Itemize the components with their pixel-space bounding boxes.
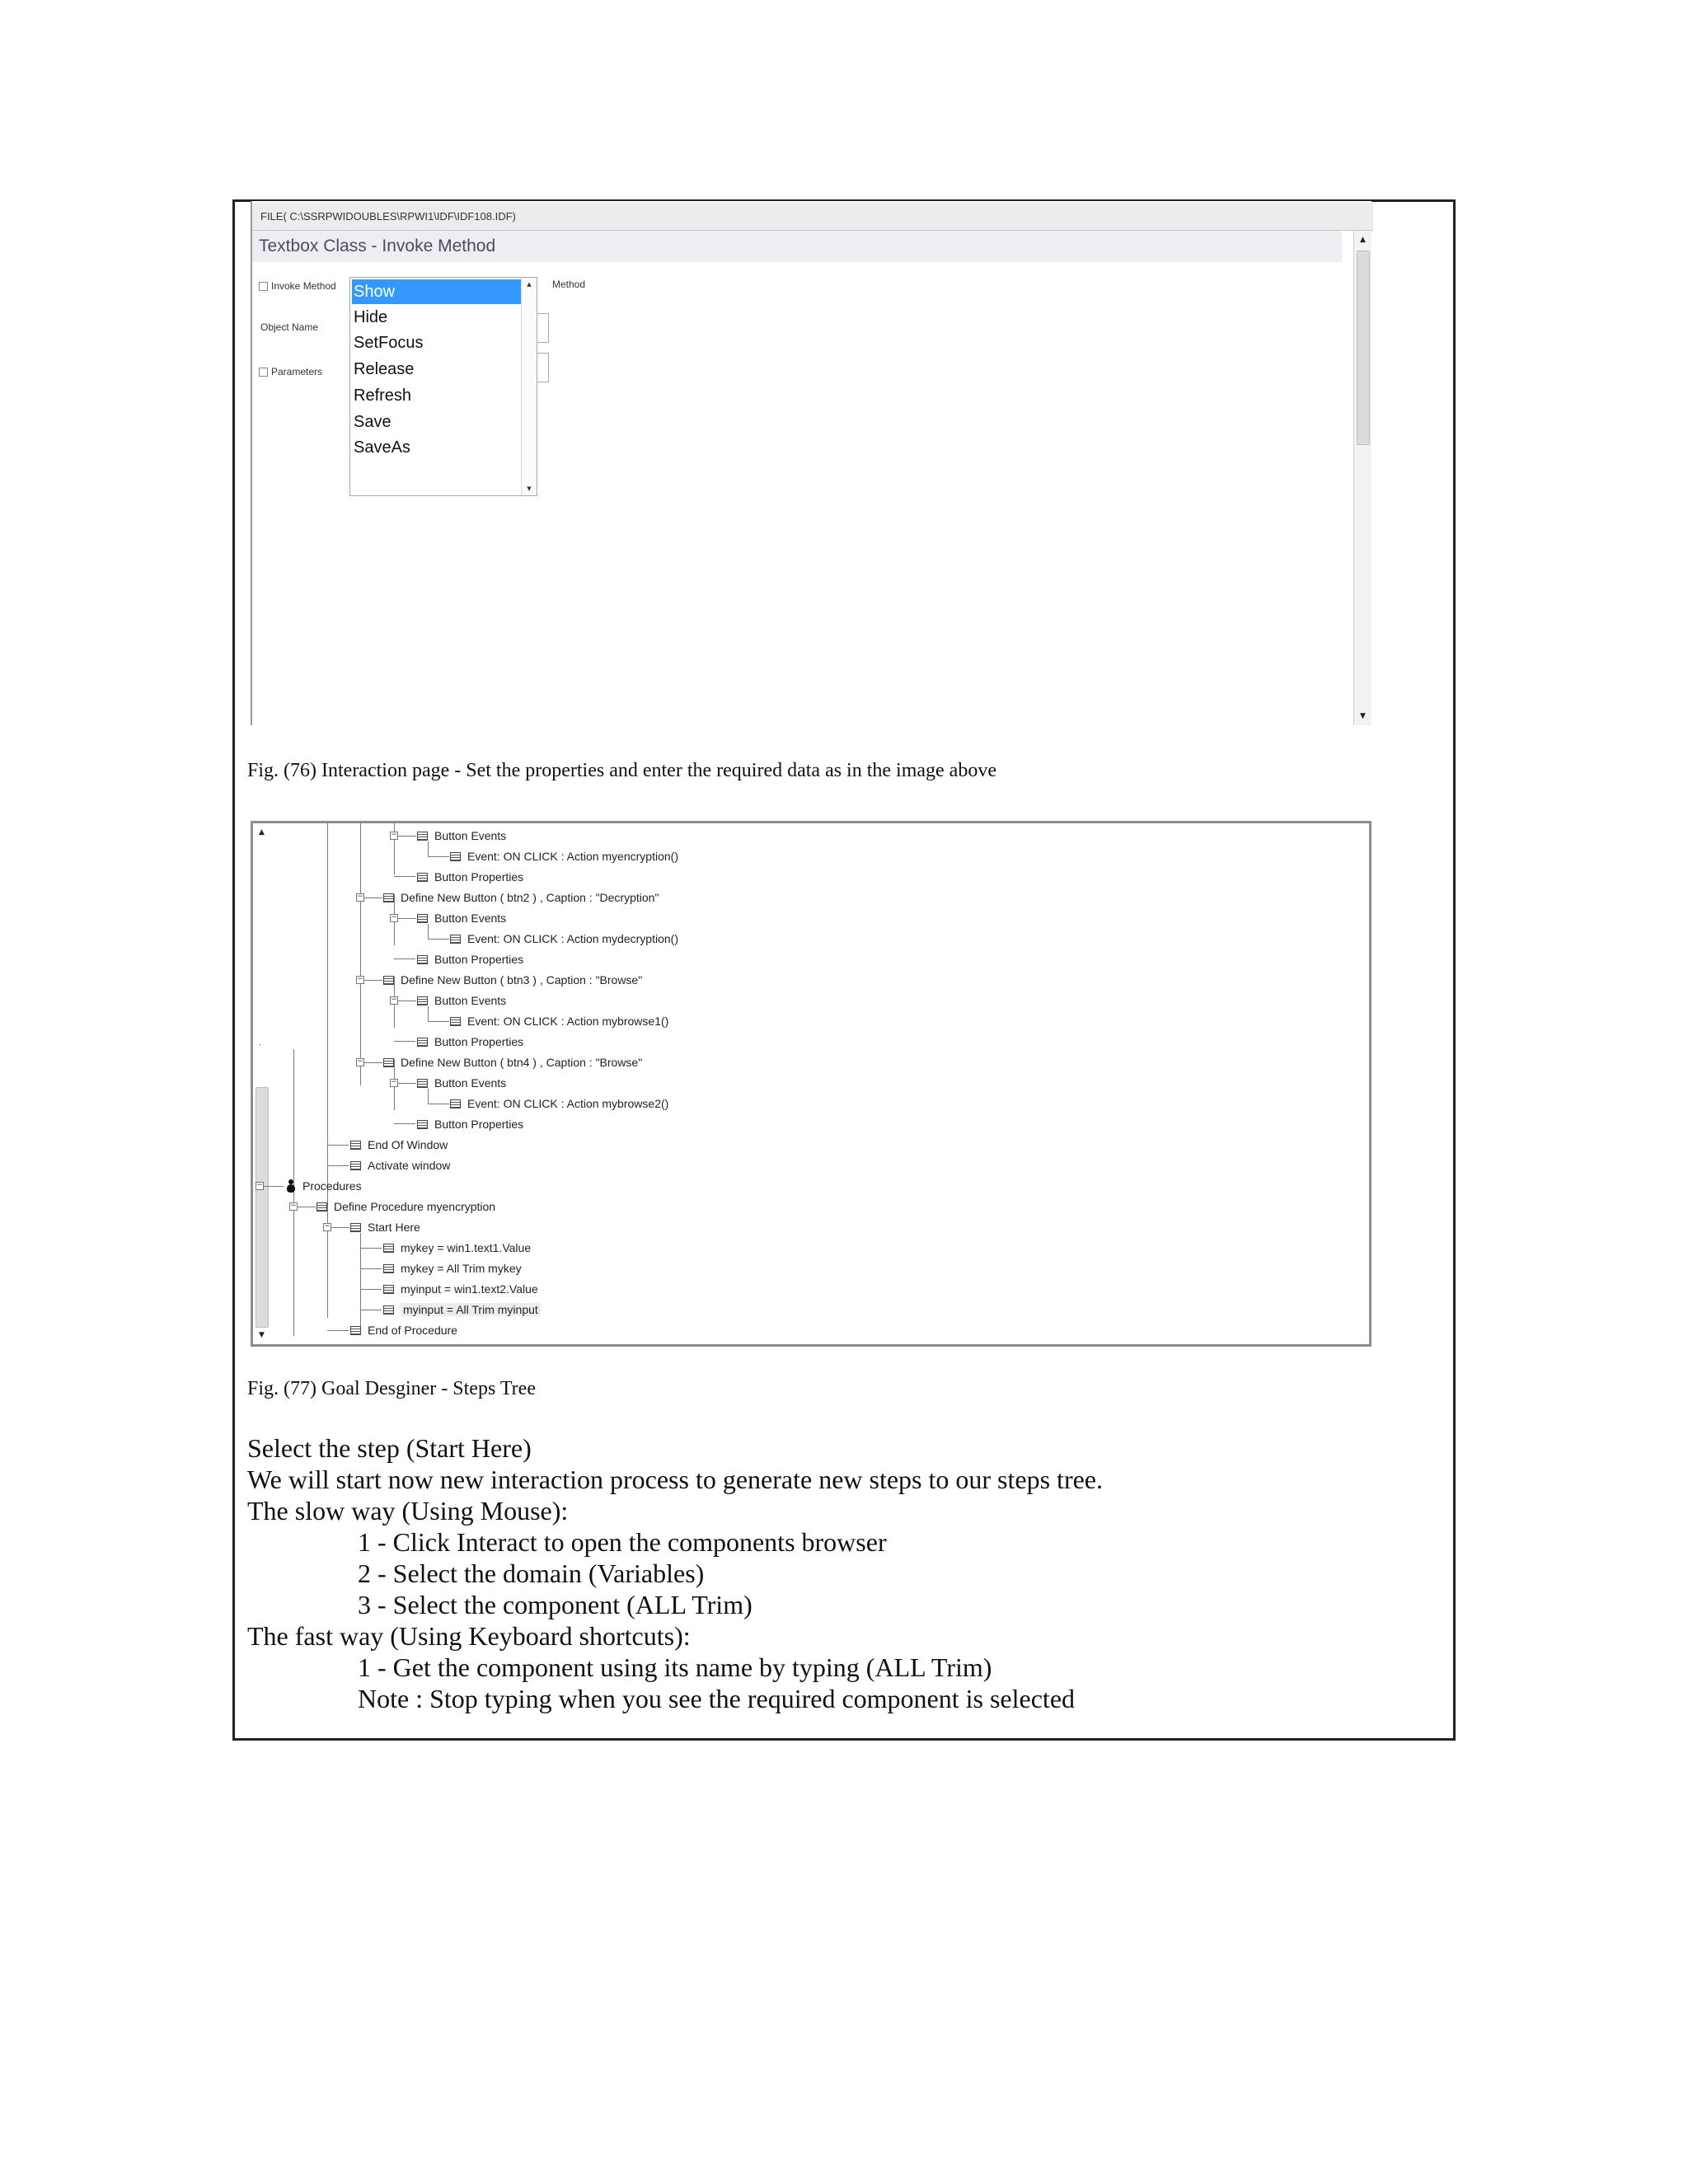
body-line: Note : Stop typing when you see the required component is selected bbox=[358, 1684, 1076, 1713]
collapse-toggle[interactable]: − bbox=[256, 1181, 263, 1189]
step-icon bbox=[417, 996, 428, 1005]
step-icon bbox=[417, 1038, 428, 1047]
tree-connector bbox=[428, 939, 449, 940]
tree-node[interactable]: Button Properties bbox=[417, 951, 523, 968]
steps-tree-screenshot bbox=[251, 821, 1372, 1347]
tree-connector bbox=[394, 876, 415, 877]
tree-node[interactable]: Define New Button ( btn4 ) , Caption : "Browse" bbox=[383, 1054, 642, 1071]
tree-connector bbox=[428, 924, 429, 939]
tree-connector bbox=[428, 1006, 429, 1021]
invoke-method-option[interactable] bbox=[259, 280, 336, 292]
tree-node-selected[interactable]: myinput = All Trim myinput bbox=[383, 1301, 541, 1318]
tree-connector bbox=[360, 1289, 382, 1290]
collapse-toggle[interactable]: − bbox=[391, 1078, 397, 1086]
tree-node[interactable]: Button Properties bbox=[417, 1033, 523, 1050]
scroll-down-arrow-icon[interactable]: ▼ bbox=[1360, 712, 1366, 720]
tree-node-start-here[interactable]: Start Here bbox=[350, 1219, 420, 1235]
body-line: We will start now new interaction process to generate new steps to our steps tree. bbox=[247, 1465, 1103, 1494]
tree-connector bbox=[364, 1062, 382, 1063]
tree-connector bbox=[394, 958, 415, 959]
tree-connector bbox=[360, 1248, 382, 1249]
tree-connector bbox=[327, 1145, 349, 1146]
step-icon bbox=[417, 955, 428, 964]
tree-connector bbox=[394, 1041, 415, 1042]
body-line: 1 - Click Interact to open the components browser bbox=[358, 1527, 887, 1557]
tree-connector bbox=[398, 918, 416, 919]
step-icon bbox=[417, 914, 428, 923]
step-icon bbox=[383, 1264, 394, 1273]
tree-node[interactable]: End of Procedure bbox=[350, 1322, 457, 1338]
step-icon bbox=[417, 832, 428, 841]
step-icon bbox=[350, 1326, 361, 1335]
method-option-show[interactable]: Show bbox=[352, 279, 522, 304]
collapse-toggle[interactable]: − bbox=[391, 913, 397, 921]
step-icon bbox=[350, 1161, 361, 1170]
step-icon bbox=[450, 852, 461, 861]
step-icon bbox=[417, 1079, 428, 1088]
tree-connector bbox=[331, 1227, 349, 1228]
tree-node[interactable]: Button Properties bbox=[417, 869, 523, 885]
parameters-option[interactable] bbox=[259, 366, 322, 377]
tree-connector bbox=[398, 1083, 416, 1084]
tree-node[interactable]: Event: ON CLICK : Action mydecryption() bbox=[450, 930, 678, 947]
tree-connector bbox=[327, 1130, 328, 1165]
tree-node[interactable]: mykey = win1.text1.Value bbox=[383, 1240, 531, 1256]
body-line: 2 - Select the domain (Variables) bbox=[358, 1558, 705, 1588]
tree-connector bbox=[428, 1021, 449, 1022]
parameters-label: Parameters bbox=[271, 366, 323, 377]
step-icon bbox=[417, 873, 428, 882]
step-icon bbox=[450, 935, 461, 944]
method-option-release[interactable]: Release bbox=[354, 360, 415, 378]
tree-connector bbox=[428, 841, 429, 856]
method-option-refresh[interactable]: Refresh bbox=[354, 387, 412, 405]
tree-connector bbox=[327, 1071, 328, 1318]
tree-scroll-thumb[interactable] bbox=[256, 1087, 269, 1328]
parameters-checkbox[interactable] bbox=[259, 368, 268, 377]
body-line: 1 - Get the component using its name by typing (ALL Trim) bbox=[358, 1652, 992, 1682]
method-option-save[interactable]: Save bbox=[354, 413, 392, 431]
method-list-scrollbar[interactable] bbox=[521, 278, 537, 495]
step-icon bbox=[417, 1120, 428, 1129]
tree-node-procedures[interactable]: Procedures bbox=[286, 1178, 362, 1194]
tree-node[interactable]: Activate window bbox=[350, 1157, 450, 1174]
file-path-bar: FILE( C:\SSRPWIDOUBLES\RPWI1\IDF\IDF108.IDF) bbox=[252, 203, 1373, 231]
tree-node[interactable]: Define New Button ( btn2 ) , Caption : "Decryption" bbox=[383, 889, 659, 906]
collapse-toggle[interactable]: − bbox=[357, 893, 363, 901]
tree-node[interactable]: Event: ON CLICK : Action mybrowse2() bbox=[450, 1095, 668, 1112]
step-icon bbox=[350, 1141, 361, 1150]
body-line: The slow way (Using Mouse): bbox=[247, 1496, 569, 1526]
step-icon bbox=[450, 1099, 461, 1108]
body-line: The fast way (Using Keyboard shortcuts): bbox=[247, 1621, 691, 1651]
tree-node[interactable]: Button Events bbox=[417, 827, 506, 844]
tree-connector bbox=[428, 856, 449, 857]
invoke-method-checkbox[interactable] bbox=[259, 282, 268, 291]
scroll-up-arrow-icon[interactable]: ▲ bbox=[1360, 236, 1366, 244]
step-icon bbox=[316, 1202, 327, 1212]
collapse-toggle[interactable]: − bbox=[357, 975, 363, 983]
method-option-saveas[interactable]: SaveAs bbox=[354, 438, 410, 457]
invoke-method-label: Invoke Method bbox=[271, 280, 336, 292]
tree-node[interactable]: Define New Button ( btn3 ) , Caption : "Browse" bbox=[383, 972, 642, 988]
tree-connector bbox=[264, 1186, 284, 1187]
collapse-toggle[interactable]: − bbox=[391, 996, 397, 1004]
tree-connector bbox=[360, 1268, 382, 1269]
tree-node[interactable]: Define Procedure myencryption bbox=[316, 1198, 495, 1215]
step-icon bbox=[350, 1223, 361, 1232]
figure-caption-76: Fig. (76) Interaction page - Set the properties and enter the required data as in the image above bbox=[247, 760, 996, 781]
step-icon bbox=[383, 1058, 394, 1067]
collapse-toggle[interactable]: − bbox=[391, 831, 397, 839]
method-option-setfocus[interactable]: SetFocus bbox=[354, 334, 424, 352]
tree-connector bbox=[398, 836, 416, 837]
collapse-toggle[interactable]: − bbox=[324, 1222, 331, 1230]
tree-node[interactable]: Event: ON CLICK : Action myencryption() bbox=[450, 848, 678, 865]
tree-node[interactable]: Button Properties bbox=[417, 1116, 523, 1132]
tree-connector bbox=[394, 1123, 415, 1124]
body-line: Select the step (Start Here) bbox=[247, 1433, 532, 1463]
scroll-thumb[interactable] bbox=[1357, 251, 1370, 445]
tree-node[interactable]: Button Events bbox=[417, 992, 506, 1009]
tree-connector bbox=[327, 1165, 349, 1166]
tree-scroll-up-icon[interactable]: ▲ bbox=[259, 828, 265, 837]
object-name-label: Object Name bbox=[260, 321, 319, 333]
step-icon bbox=[383, 1305, 394, 1315]
tree-node[interactable]: Button Events bbox=[417, 1075, 506, 1091]
method-label: Method bbox=[552, 279, 586, 290]
tree-node[interactable]: myinput = win1.text2.Value bbox=[383, 1281, 538, 1297]
tree-scroll-down-icon[interactable]: ▼ bbox=[259, 1331, 265, 1339]
collapse-toggle[interactable]: − bbox=[290, 1202, 297, 1210]
tree-node[interactable]: End Of Window bbox=[350, 1137, 448, 1153]
collapse-toggle[interactable]: − bbox=[357, 1057, 363, 1066]
procedures-icon bbox=[286, 1179, 296, 1193]
vertical-scrollbar[interactable] bbox=[1353, 231, 1372, 725]
tree-connector bbox=[364, 980, 382, 981]
step-icon bbox=[383, 1244, 394, 1253]
tree-node[interactable]: mykey = All Trim mykey bbox=[383, 1260, 522, 1277]
class-title: Textbox Class - Invoke Method bbox=[252, 231, 1342, 262]
figure-caption-77: Fig. (77) Goal Desginer - Steps Tree bbox=[247, 1378, 536, 1399]
tree-node[interactable]: Event: ON CLICK : Action mybrowse1() bbox=[450, 1013, 668, 1029]
tree-connector bbox=[360, 823, 361, 1085]
method-option-hide[interactable]: Hide bbox=[354, 308, 388, 326]
method-listbox[interactable] bbox=[349, 277, 537, 496]
step-icon bbox=[450, 1017, 461, 1026]
list-scroll-down-icon[interactable]: ▼ bbox=[527, 485, 532, 492]
tree-connector bbox=[428, 1089, 429, 1104]
list-scroll-up-icon[interactable]: ▲ bbox=[527, 281, 532, 288]
step-icon bbox=[383, 976, 394, 985]
tree-connector bbox=[327, 1330, 349, 1331]
step-icon bbox=[383, 893, 394, 902]
tree-node[interactable]: Button Events bbox=[417, 910, 506, 926]
body-line: 3 - Select the component (ALL Trim) bbox=[358, 1590, 753, 1619]
step-icon bbox=[383, 1285, 394, 1294]
